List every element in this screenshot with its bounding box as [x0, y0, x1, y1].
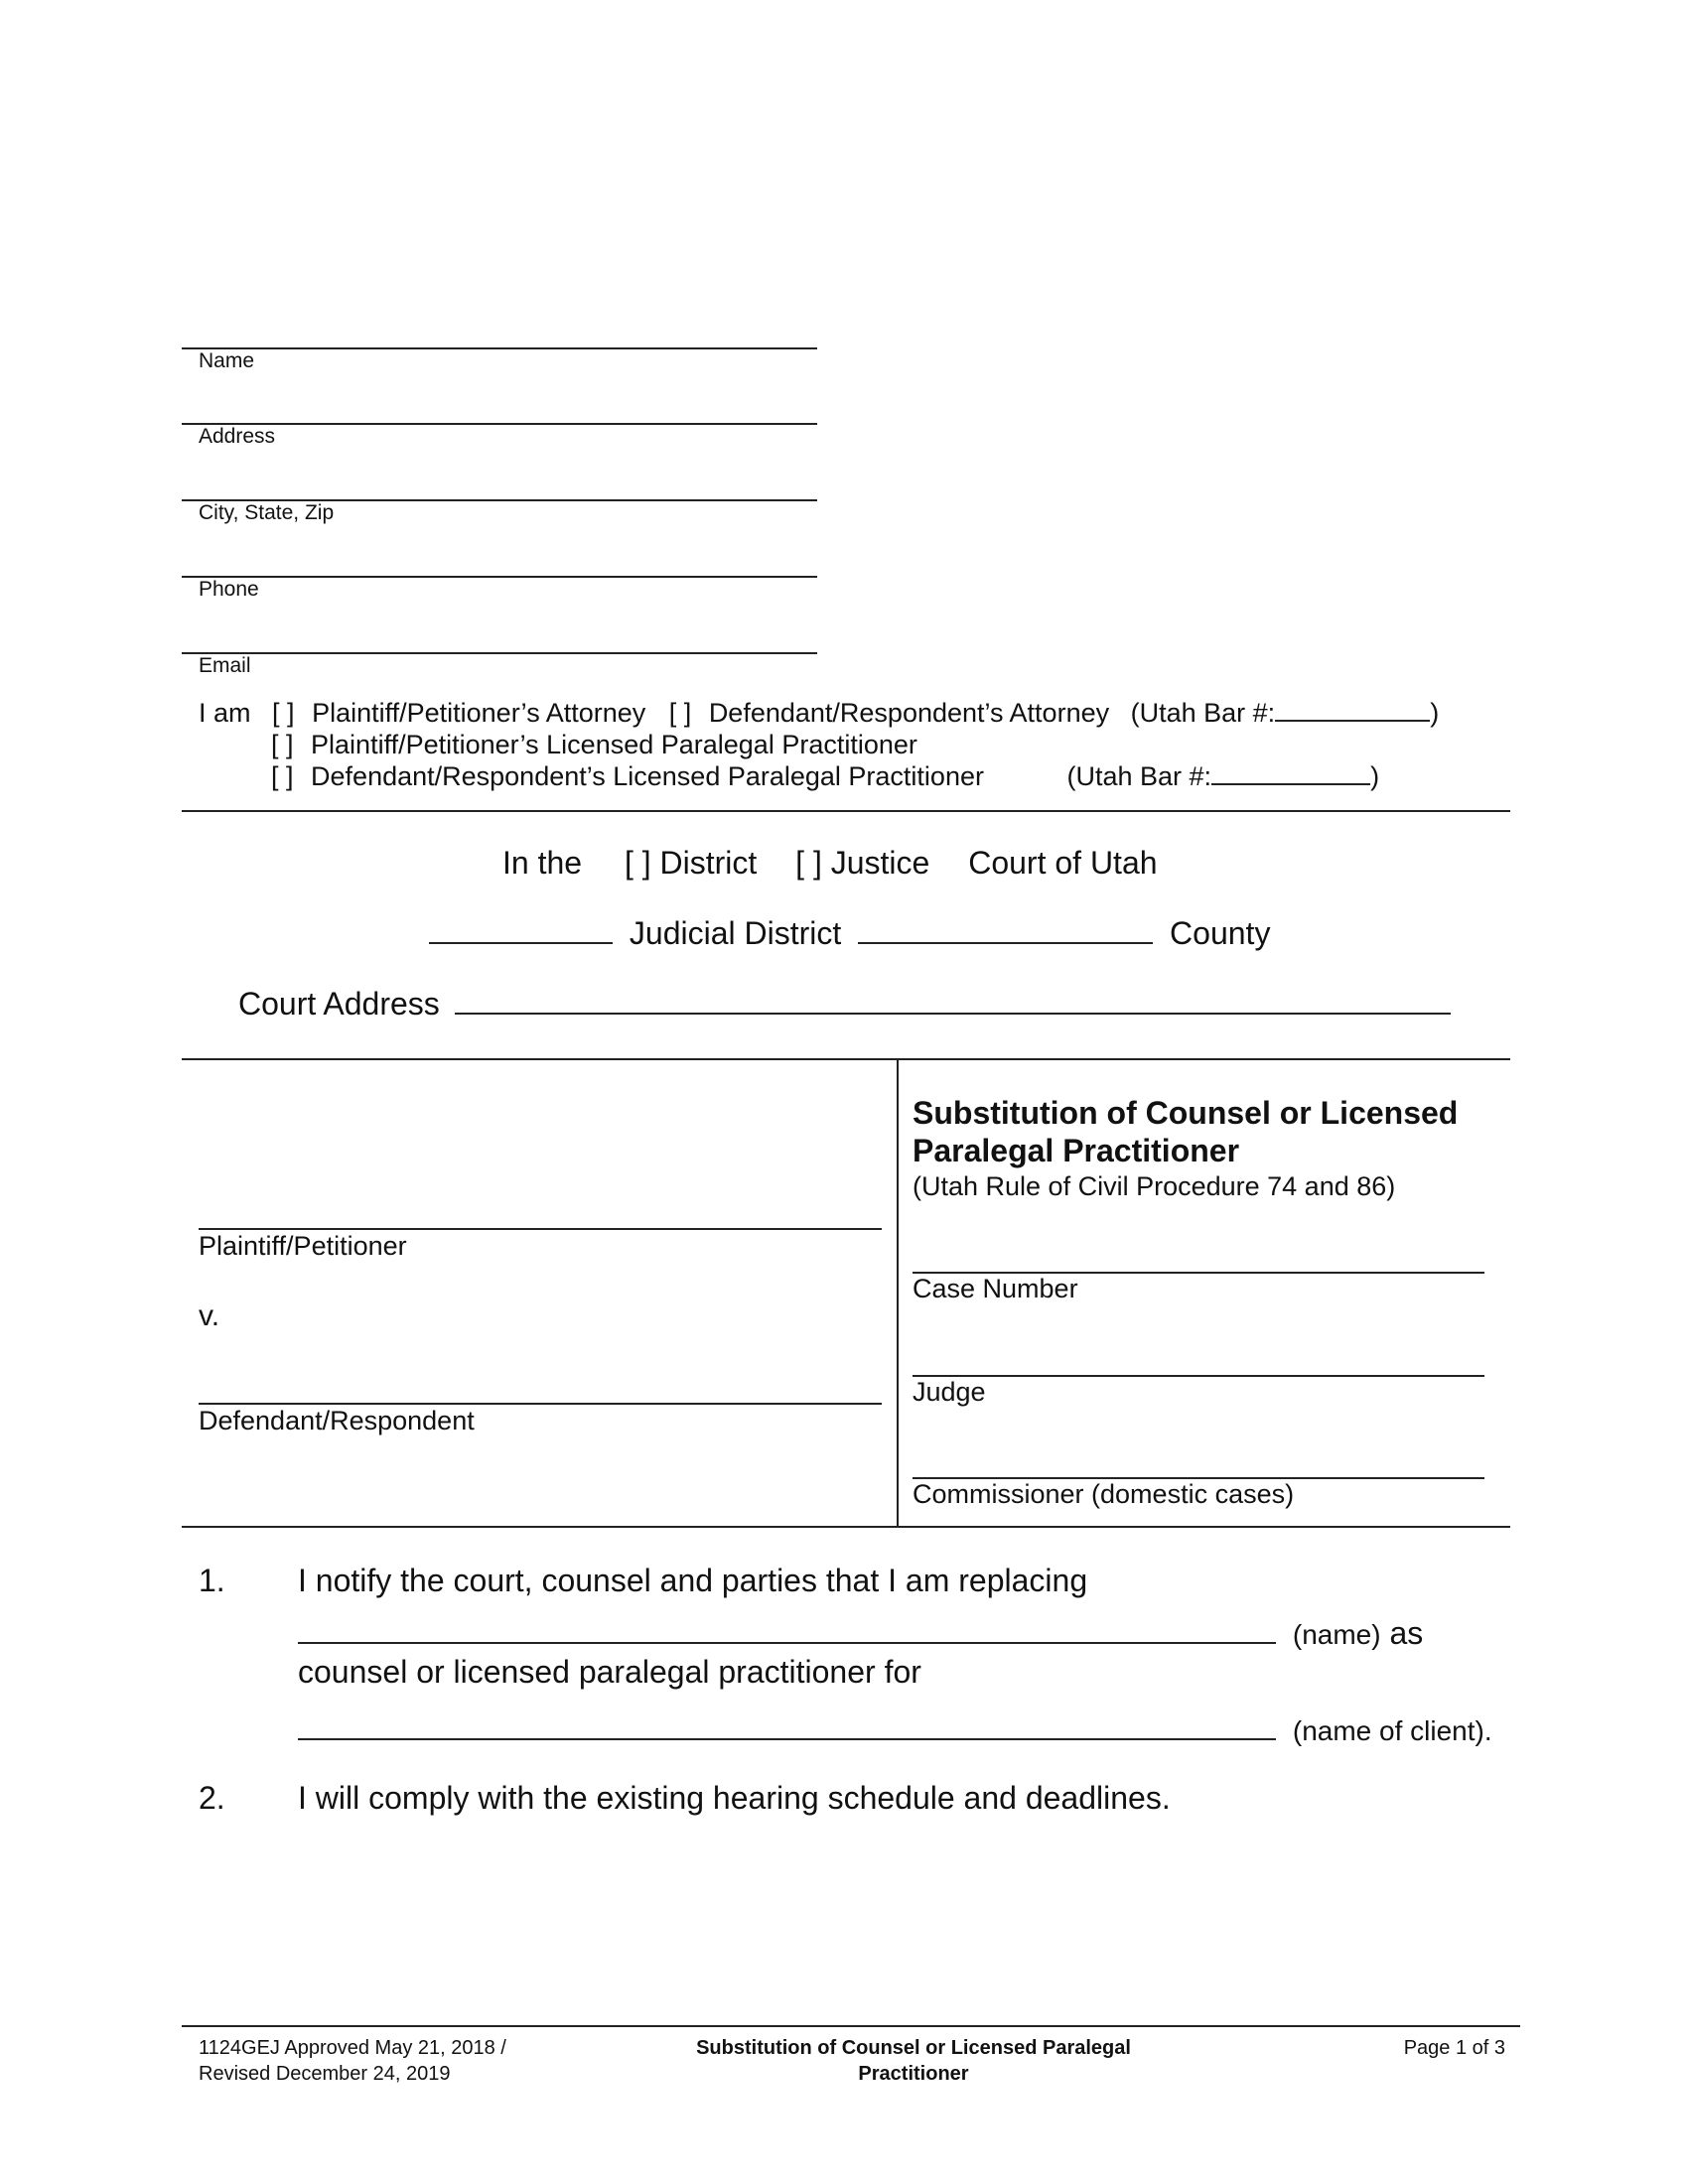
bar-number-field-2[interactable] [1211, 761, 1370, 785]
name-line[interactable] [182, 347, 817, 349]
item-2-text: I will comply with the existing hearing schedule and deadlines. [298, 1780, 1171, 1816]
name-hint: (name) [1292, 1619, 1381, 1650]
email-line[interactable] [182, 652, 817, 654]
role-lead: I am [199, 698, 251, 728]
court-justice-label: Justice [830, 845, 930, 881]
court-address-field[interactable] [455, 991, 1451, 1015]
footer-page-number: Page 1 of 3 [1403, 2037, 1505, 2059]
item-2-number: 2. [199, 1780, 225, 1816]
caption-bottom-rule [182, 1526, 1510, 1528]
phone-line[interactable] [182, 576, 817, 578]
divider-top [182, 810, 1510, 812]
versus-label: v. [199, 1299, 220, 1332]
replaced-name-row [298, 1615, 1423, 1652]
district-county-line [429, 915, 1270, 952]
plaintiff-label: Plaintiff/Petitioner [199, 1231, 407, 1261]
court-checkbox-district[interactable]: [ ] [624, 845, 651, 881]
client-name-field[interactable] [298, 1712, 1276, 1740]
role-line-2 [271, 730, 917, 760]
court-address-line [238, 986, 1451, 1023]
court-address-label: Court Address [238, 986, 440, 1022]
document-subtitle: (Utah Rule of Civil Procedure 74 and 86) [913, 1171, 1396, 1201]
judicial-district-field[interactable] [429, 920, 613, 944]
judicial-district-label: Judicial District [629, 915, 842, 951]
bar-number-close: ) [1430, 698, 1440, 728]
role-option-plaintiff-lpp: Plaintiff/Petitioner’s Licensed Paralegal Practitioner [311, 730, 917, 759]
bar-number-label: (Utah Bar #: [1130, 698, 1276, 728]
footer-form-line2: Revised December 24, 2019 [199, 2063, 451, 2085]
email-label: Email [199, 654, 251, 677]
footer-rule [182, 2025, 1520, 2027]
defendant-line[interactable] [199, 1403, 882, 1405]
role-option-defendant-attorney: Defendant/Respondent’s Attorney [708, 698, 1110, 728]
case-number-label: Case Number [913, 1274, 1078, 1303]
name-label: Name [199, 349, 255, 372]
role-line-3 [271, 761, 1379, 792]
judge-label: Judge [913, 1377, 986, 1407]
item-1-continuation: counsel or licensed paralegal practitioner for [298, 1654, 921, 1690]
client-name-row [298, 1711, 1492, 1748]
item-1-text: I notify the court, counsel and parties that I am replacing [298, 1563, 1088, 1598]
caption-vertical-divider [897, 1059, 899, 1526]
role-checkbox-plaintiff-attorney[interactable]: [ ] [272, 698, 295, 728]
footer-form-line1: 1124GEJ Approved May 21, 2018 / [199, 2037, 506, 2059]
role-checkbox-plaintiff-lpp[interactable]: [ ] [271, 730, 294, 759]
footer-title-line1: Substitution of Counsel or Licensed Paralegal [696, 2037, 1131, 2059]
plaintiff-line[interactable] [199, 1228, 882, 1230]
court-in-the: In the [502, 845, 583, 881]
as-word: as [1389, 1615, 1424, 1651]
role-checkbox-defendant-lpp[interactable]: [ ] [271, 761, 294, 791]
court-line [502, 845, 1158, 882]
county-label: County [1170, 915, 1271, 951]
address-label: Address [199, 425, 276, 448]
court-of-utah: Court of Utah [968, 845, 1158, 881]
role-checkbox-defendant-attorney[interactable]: [ ] [668, 698, 692, 728]
commissioner-label: Commissioner (domestic cases) [913, 1479, 1295, 1509]
footer-form-id [199, 2035, 506, 2087]
bar-number-label-2: (Utah Bar #: [1066, 761, 1212, 791]
phone-label: Phone [199, 578, 259, 601]
bar-number-close-2: ) [1370, 761, 1380, 791]
address-line[interactable] [182, 423, 817, 425]
document-title-line1: Substitution of Counsel or Licensed [913, 1095, 1459, 1131]
caption-top-rule [182, 1058, 1510, 1060]
footer-title [616, 2035, 1211, 2087]
county-field[interactable] [858, 920, 1153, 944]
role-line-1 [199, 698, 1439, 729]
city-state-zip-label: City, State, Zip [199, 501, 335, 524]
bar-number-field-1[interactable] [1275, 698, 1430, 722]
role-option-defendant-lpp: Defendant/Respondent’s Licensed Paralegal Practitioner [311, 761, 984, 791]
document-title [913, 1094, 1458, 1169]
replaced-name-field[interactable] [298, 1616, 1276, 1644]
defendant-label: Defendant/Respondent [199, 1406, 475, 1435]
court-district-label: District [659, 845, 758, 881]
item-1-number: 1. [199, 1563, 225, 1598]
judge-line[interactable] [913, 1375, 1484, 1377]
client-hint: (name of client). [1292, 1715, 1492, 1746]
court-checkbox-justice[interactable]: [ ] [795, 845, 822, 881]
footer-title-line2: Practitioner [858, 2063, 969, 2085]
role-option-plaintiff-attorney: Plaintiff/Petitioner’s Attorney [312, 698, 646, 728]
document-title-line2: Paralegal Practitioner [913, 1133, 1240, 1168]
